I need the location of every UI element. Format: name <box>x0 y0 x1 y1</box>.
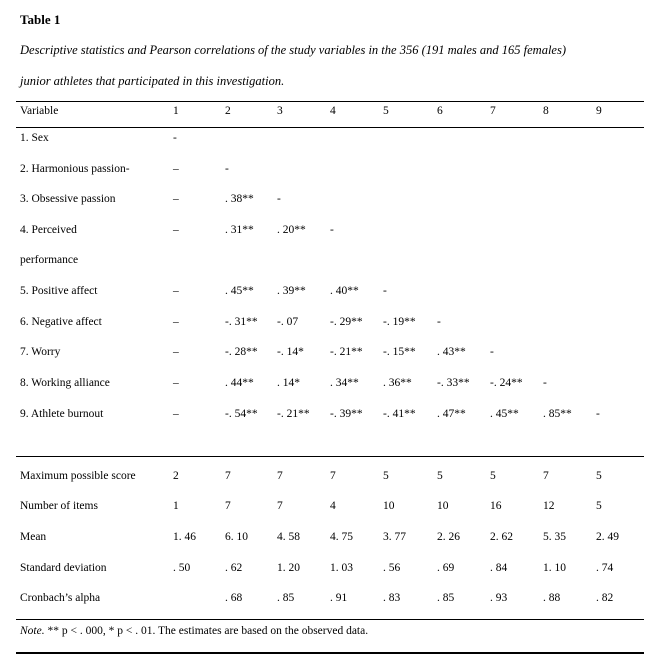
correlation-row-label: performance <box>20 254 79 266</box>
correlation-row-label: 9. Athlete burnout <box>20 408 104 420</box>
descriptive-cell: 5 <box>490 470 496 482</box>
header-col-3: 3 <box>277 105 283 117</box>
descriptive-cell: 1. 10 <box>543 562 566 574</box>
header-col-7: 7 <box>490 105 496 117</box>
descriptive-cell: 2. 26 <box>437 531 460 543</box>
descriptive-cell: 12 <box>543 500 555 512</box>
correlation-cell: -. 14* <box>277 346 304 358</box>
correlation-cell: . 85** <box>543 408 572 420</box>
correlation-cell: -. 31** <box>225 316 258 328</box>
descriptive-cell: . 83 <box>383 592 401 604</box>
descriptive-cell: 6. 10 <box>225 531 248 543</box>
descriptive-cell: 4 <box>330 500 336 512</box>
correlation-cell: -. 29** <box>330 316 363 328</box>
descriptive-cell: 7 <box>277 470 283 482</box>
descriptive-separator-rule <box>16 456 644 457</box>
descriptive-cell: 10 <box>437 500 449 512</box>
correlation-cell: – <box>173 408 179 420</box>
correlation-cell: -. 54** <box>225 408 258 420</box>
descriptive-cell: . 88 <box>543 592 561 604</box>
descriptive-cell: . 85 <box>437 592 455 604</box>
descriptive-cell: 3. 77 <box>383 531 406 543</box>
descriptive-cell: 7 <box>277 500 283 512</box>
correlation-cell: – <box>173 224 179 236</box>
descriptive-cell: 7 <box>330 470 336 482</box>
header-col-8: 8 <box>543 105 549 117</box>
top-rule <box>16 101 644 102</box>
descriptive-cell: 1. 46 <box>173 531 196 543</box>
correlation-cell: - <box>330 224 334 236</box>
correlation-cell: - <box>437 316 441 328</box>
descriptive-cell: 2. 49 <box>596 531 619 543</box>
descriptive-cell: 16 <box>490 500 502 512</box>
correlation-cell: -. 39** <box>330 408 363 420</box>
correlation-cell: . 47** <box>437 408 466 420</box>
descriptive-cell: 5. 35 <box>543 531 566 543</box>
header-rule <box>16 127 644 128</box>
correlation-cell: – <box>173 377 179 389</box>
header-col-2: 2 <box>225 105 231 117</box>
descriptive-row-label: Maximum possible score <box>20 470 136 482</box>
correlation-cell: -. 15** <box>383 346 416 358</box>
correlation-row-label: 2. Harmonious passion- <box>20 163 130 175</box>
correlation-cell: -. 41** <box>383 408 416 420</box>
descriptive-cell: . 93 <box>490 592 508 604</box>
descriptive-cell: 10 <box>383 500 395 512</box>
correlation-cell: . 45** <box>490 408 519 420</box>
descriptive-cell: . 69 <box>437 562 455 574</box>
correlation-cell: . 39** <box>277 285 306 297</box>
header-col-5: 5 <box>383 105 389 117</box>
note-lead: Note. <box>20 625 45 637</box>
correlation-cell: – <box>173 316 179 328</box>
descriptive-cell: . 85 <box>277 592 295 604</box>
correlation-cell: - <box>173 132 177 144</box>
descriptive-cell: 7 <box>543 470 549 482</box>
correlation-cell: . 43** <box>437 346 466 358</box>
descriptive-row-label: Number of items <box>20 500 98 512</box>
descriptive-cell: 5 <box>383 470 389 482</box>
descriptive-cell: 5 <box>437 470 443 482</box>
descriptive-cell: . 50 <box>173 562 191 574</box>
table-caption-line-1: Descriptive statistics and Pearson correlations of the study variables in the 356 (191 males and 165 females) <box>20 43 566 57</box>
correlation-row-label: 3. Obsessive passion <box>20 193 116 205</box>
descriptive-cell: . 91 <box>330 592 348 604</box>
descriptive-cell: . 62 <box>225 562 243 574</box>
descriptive-cell: . 74 <box>596 562 614 574</box>
correlation-cell: -. 28** <box>225 346 258 358</box>
correlation-cell: – <box>173 346 179 358</box>
correlation-cell: . 38** <box>225 193 254 205</box>
correlation-cell: . 44** <box>225 377 254 389</box>
correlation-cell: – <box>173 193 179 205</box>
descriptive-cell: . 84 <box>490 562 508 574</box>
correlation-cell: - <box>277 193 281 205</box>
correlation-cell: – <box>173 163 179 175</box>
descriptive-cell: 2 <box>173 470 179 482</box>
descriptive-cell: 2. 62 <box>490 531 513 543</box>
descriptive-cell: . 82 <box>596 592 614 604</box>
descriptive-cell: 7 <box>225 500 231 512</box>
descriptive-cell: 4. 58 <box>277 531 300 543</box>
table-title: Table 1 <box>20 12 61 27</box>
bottom-thin-rule <box>16 619 644 620</box>
descriptive-row-label: Cronbach’s alpha <box>20 592 101 604</box>
table-caption-line-2: junior athletes that participated in this investigation. <box>20 74 285 88</box>
descriptive-cell: 7 <box>225 470 231 482</box>
correlation-cell: - <box>225 163 229 175</box>
descriptive-row-label: Standard deviation <box>20 562 107 574</box>
correlation-row-label: 6. Negative affect <box>20 316 102 328</box>
descriptive-cell: 1 <box>173 500 179 512</box>
descriptive-cell: . 68 <box>225 592 243 604</box>
correlation-cell: - <box>596 408 600 420</box>
correlation-cell: -. 24** <box>490 377 523 389</box>
correlation-cell: -. 33** <box>437 377 470 389</box>
header-col-4: 4 <box>330 105 336 117</box>
descriptive-row-label: Mean <box>20 531 47 543</box>
note-text: ** p < . 000, * p < . 01. The estimates are based on the observed data. <box>44 625 369 637</box>
correlation-cell: . 31** <box>225 224 254 236</box>
correlation-cell: – <box>173 285 179 297</box>
header-col-9: 9 <box>596 105 602 117</box>
header-variable-label: Variable <box>20 105 59 117</box>
correlation-cell: -. 21** <box>277 408 310 420</box>
correlation-cell: . 45** <box>225 285 254 297</box>
correlation-cell: -. 19** <box>383 316 416 328</box>
correlation-cell: -. 21** <box>330 346 363 358</box>
descriptive-cell: 5 <box>596 470 602 482</box>
correlation-cell: . 36** <box>383 377 412 389</box>
correlation-cell: - <box>490 346 494 358</box>
descriptive-cell: 5 <box>596 500 602 512</box>
bottom-thick-rule <box>16 652 644 654</box>
correlation-row-label: 1. Sex <box>20 132 49 144</box>
correlation-cell: . 20** <box>277 224 306 236</box>
correlation-cell: - <box>543 377 547 389</box>
correlation-row-label: 4. Perceived <box>20 224 77 236</box>
descriptive-cell: . 56 <box>383 562 401 574</box>
correlation-cell: . 14* <box>277 377 300 389</box>
correlation-row-label: 7. Worry <box>20 346 61 358</box>
descriptive-cell: 1. 20 <box>277 562 300 574</box>
correlation-cell: -. 07 <box>277 316 299 328</box>
correlation-cell: - <box>383 285 387 297</box>
correlation-cell: . 40** <box>330 285 359 297</box>
correlation-cell: . 34** <box>330 377 359 389</box>
descriptive-cell: 4. 75 <box>330 531 353 543</box>
correlation-row-label: 5. Positive affect <box>20 285 98 297</box>
descriptive-cell: 1. 03 <box>330 562 353 574</box>
correlation-row-label: 8. Working alliance <box>20 377 110 389</box>
header-col-1: 1 <box>173 105 179 117</box>
header-col-6: 6 <box>437 105 443 117</box>
table-note <box>20 625 368 637</box>
